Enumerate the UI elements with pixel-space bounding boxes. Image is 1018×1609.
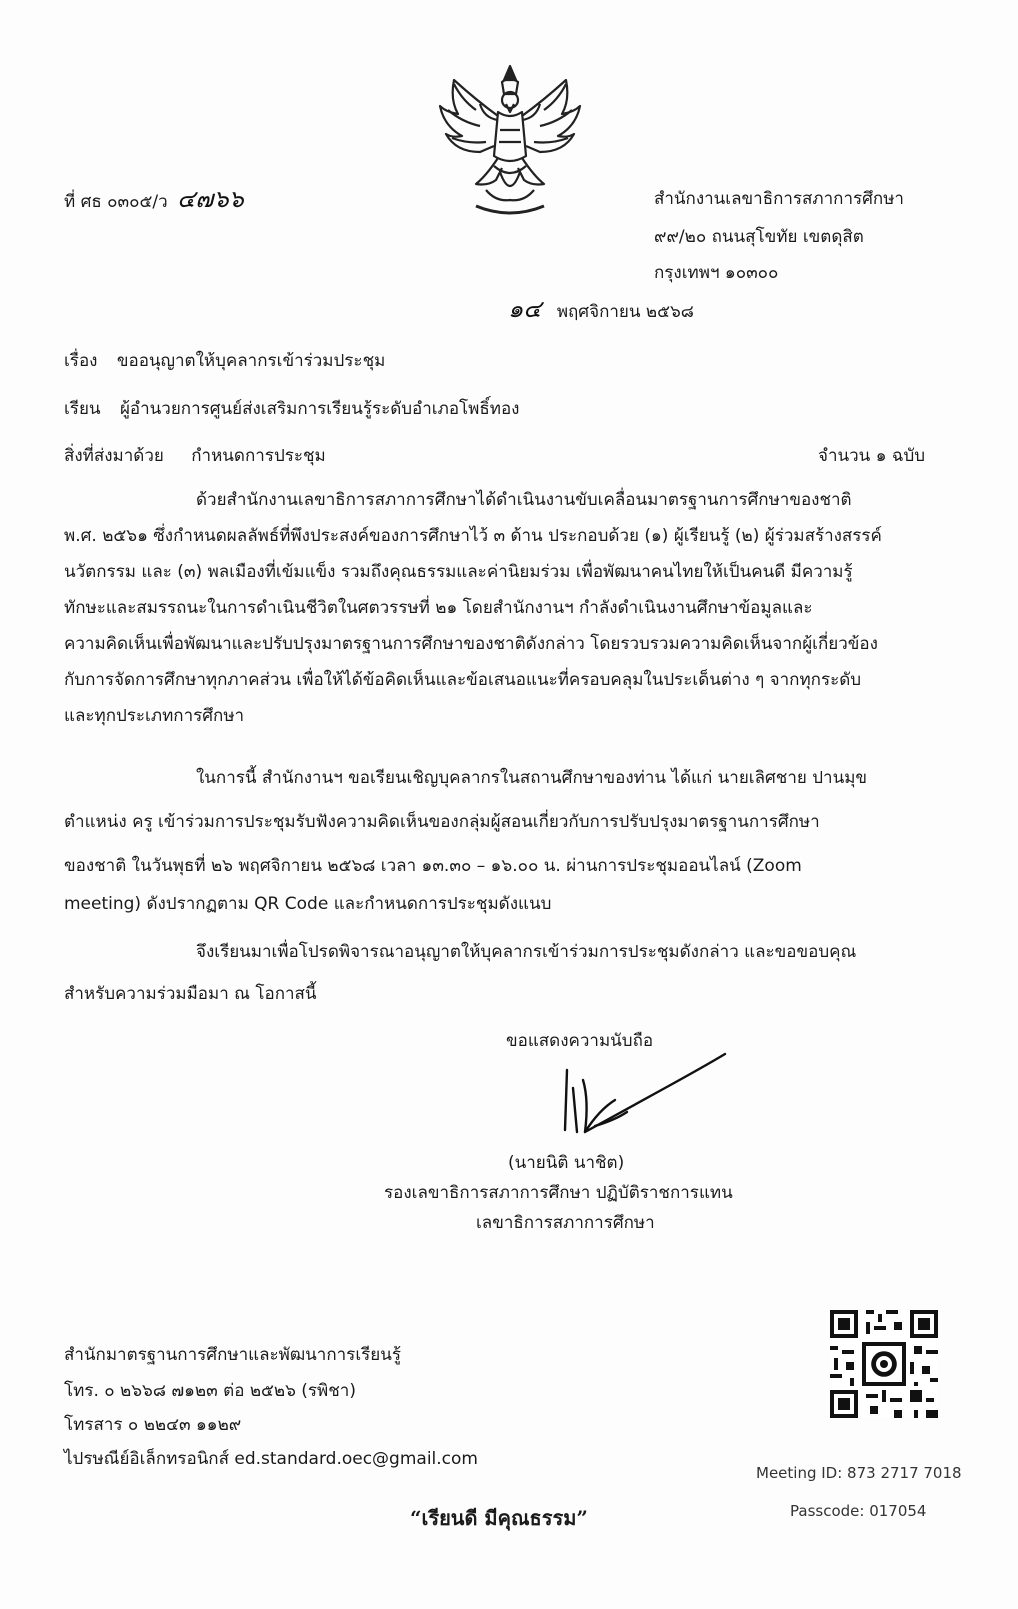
reference-number (64, 185, 244, 213)
motto: “เรียนดี มีคุณธรรม” (410, 1506, 588, 1530)
garuda-emblem-icon (436, 60, 584, 218)
footer-fax: โทรสาร ๐ ๒๒๔๓ ๑๑๒๙ (64, 1415, 242, 1435)
footer-department: สำนักมาตรฐานการศึกษาและพัฒนาการเรียนรู้ (64, 1345, 401, 1365)
enclosure-text: กำหนดการประชุม (191, 446, 326, 466)
subject-label: เรื่อง (64, 351, 98, 371)
paragraph1-line5: ความคิดเห็นเพื่อพัฒนาและปรับปรุงมาตรฐานการศึกษาของชาติดังกล่าว โดยรวบรวมความคิดเห็นจากผู้เกี่ยวข้อง (64, 634, 878, 654)
paragraph1-line1: ด้วยสำนักงานเลขาธิการสภาการศึกษาได้ดำเนินงานขับเคลื่อนมาตรฐานการศึกษาของชาติ (196, 490, 852, 510)
signer-title-line2: เลขาธิการสภาการศึกษา (476, 1213, 655, 1233)
closing-salutation: ขอแสดงความนับถือ (506, 1031, 654, 1051)
subject-text: ขออนุญาตให้บุคลากรเข้าร่วมประชุม (116, 351, 386, 371)
recipient-text: ผู้อำนวยการศูนย์ส่งเสริมการเรียนรู้ระดับอำเภอโพธิ์ทอง (119, 399, 520, 419)
paragraph2-line4: meeting) ดังปรากฏตาม QR Code และกำหนดการประชุมดังแนบ (64, 894, 552, 914)
office-name: สำนักงานเลขาธิการสภาการศึกษา (654, 189, 904, 209)
letter-date (508, 295, 694, 323)
paragraph1-line6: กับการจัดการศึกษาทุกภาคส่วน เพื่อให้ได้ข้อคิดเห็นและข้อเสนอแนะที่ครอบคลุมในประเด็นต่าง ๆ จากทุกระดับ (64, 670, 862, 690)
paragraph3-line2: สำหรับความร่วมมือมา ณ โอกาสนี้ (64, 984, 317, 1004)
paragraph3-line1: จึงเรียนมาเพื่อโปรดพิจารณาอนุญาตให้บุคลากรเข้าร่วมการประชุมดังกล่าว และขอขอบคุณ (196, 942, 857, 962)
subject-line (64, 350, 385, 372)
date-day-handwritten: ๑๔ (508, 295, 542, 323)
qr-code-icon[interactable] (830, 1310, 938, 1418)
footer-email: ไปรษณีย์อิเล็กทรอนิกส์ ed.standard.oec@gmail.com (64, 1449, 478, 1469)
office-address-line2: กรุงเทพฯ ๑๐๓๐๐ (654, 263, 779, 283)
paragraph2-line1: ในการนี้ สำนักงานฯ ขอเรียนเชิญบุคลากรในสถานศึกษาของท่าน ได้แก่ นายเลิศชาย ปานมุข (196, 768, 868, 788)
recipient-label: เรียน (64, 399, 101, 419)
paragraph2-line3: ของชาติ ในวันพุธที่ ๒๖ พฤศจิกายน ๒๕๖๘ เวลา ๑๓.๓๐ – ๑๖.๐๐ น. ผ่านการประชุมออนไลน์ (Zoom (64, 856, 802, 876)
recipient-line (64, 398, 519, 420)
meeting-id: Meeting ID: 873 2717 7018 (756, 1464, 962, 1482)
office-address-line1: ๙๙/๒๐ ถนนสุโขทัย เขตดุสิต (654, 227, 864, 247)
enclosure-line (64, 445, 326, 467)
paragraph1-line2: พ.ศ. ๒๕๖๑ ซึ่งกำหนดผลลัพธ์ที่พึงประสงค์ของการศึกษาไว้ ๓ ด้าน ประกอบด้วย (๑) ผู้เรียนรู้ (๒) ผู้ร่วมสร้างสรรค์ (64, 526, 882, 546)
signer-name: (นายนิติ นาชิต) (508, 1153, 625, 1173)
paragraph1-line7: และทุกประเภทการศึกษา (64, 706, 245, 726)
signature-icon (555, 1040, 755, 1140)
enclosure-label: สิ่งที่ส่งมาด้วย (64, 446, 164, 466)
paragraph1-line4: ทักษะและสมรรถนะในการดำเนินชีวิตในศตวรรษที่ ๒๑ โดยสำนักงานฯ กำลังดำเนินงานศึกษาข้อมูลและ (64, 598, 813, 618)
date-month-year: พฤศจิกายน ๒๕๖๘ (556, 302, 694, 322)
enclosure-count: จำนวน ๑ ฉบับ (818, 446, 926, 466)
reference-prefix: ที่ ศธ ๐๓๐๕/ว (64, 192, 168, 212)
paragraph2-line2: ตำแหน่ง ครู เข้าร่วมการประชุมรับฟังความคิดเห็นของกลุ่มผู้สอนเกี่ยวกับการปรับปรุงมาตรฐานการศึกษา (64, 812, 820, 832)
signer-title-line1: รองเลขาธิการสภาการศึกษา ปฏิบัติราชการแทน (384, 1183, 733, 1203)
meeting-passcode: Passcode: 017054 (790, 1502, 927, 1520)
reference-handwritten: ๔๗๖๖ (177, 185, 244, 213)
paragraph1-line3: นวัตกรรม และ (๓) พลเมืองที่เข้มแข็ง รวมถึงคุณธรรมและค่านิยมร่วม เพื่อพัฒนาคนไทยให้เป็นคนดี มีความรู้ (64, 562, 853, 582)
footer-phone: โทร. ๐ ๒๖๖๘ ๗๑๒๓ ต่อ ๒๕๒๖ (รพิชา) (64, 1381, 356, 1401)
